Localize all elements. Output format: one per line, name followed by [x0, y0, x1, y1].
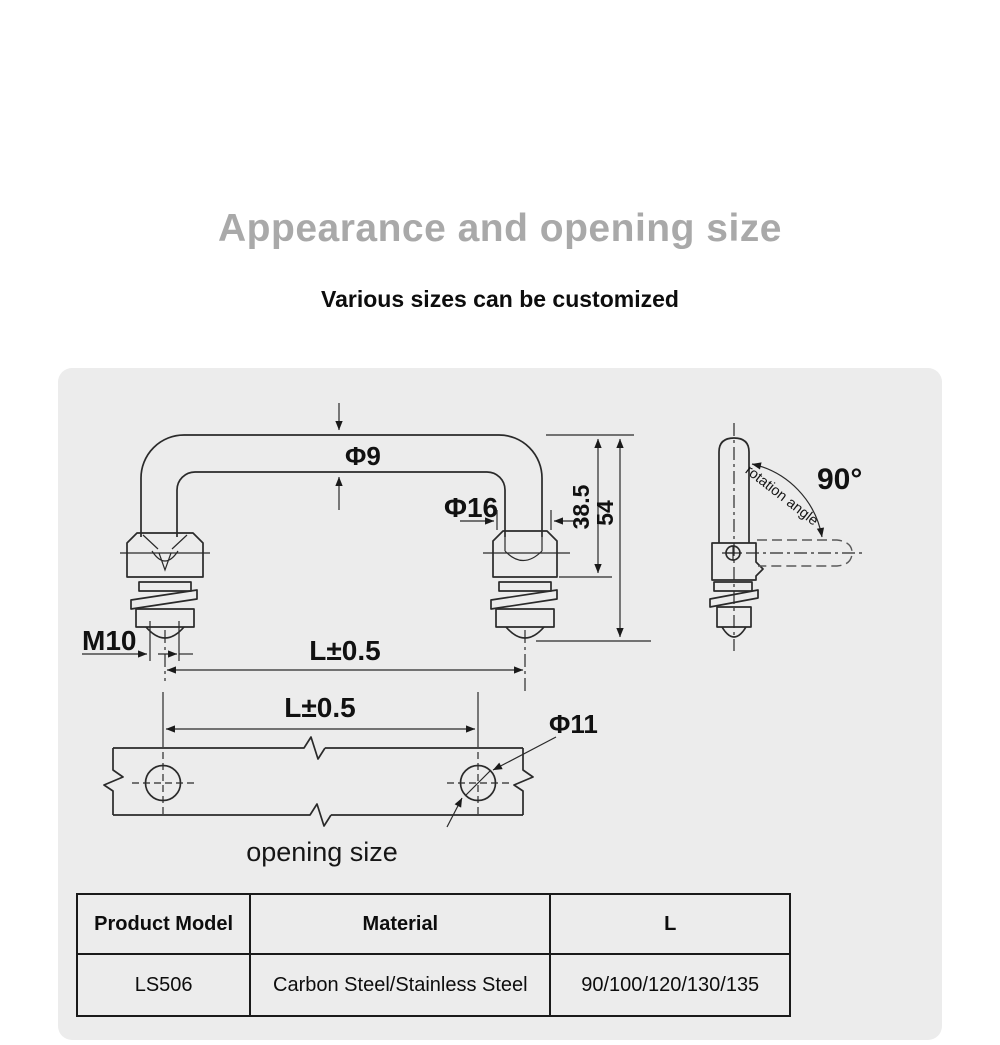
dim-phi16-label: Φ16 [444, 492, 499, 523]
right-washer [499, 582, 551, 591]
opening-size-caption: opening size [246, 837, 398, 867]
table-header-row [77, 894, 790, 954]
front-view [82, 403, 651, 692]
dim-m10-label: M10 [82, 625, 137, 656]
dim-38-5-label: 38.5 [568, 484, 594, 530]
dim-54-label: 54 [592, 500, 618, 526]
col-header-material: Material [250, 894, 550, 954]
dim-phi9-label: Φ9 [345, 441, 381, 471]
spec-table [76, 893, 791, 1017]
right-base-block [493, 531, 557, 577]
left-mounting-hole [146, 766, 181, 801]
cell-product-model: LS506 [77, 954, 250, 1016]
drawing-panel [58, 368, 942, 1040]
left-spring-washer [131, 590, 197, 609]
rotation-angle-value: 90° [817, 463, 863, 496]
dim-phi11-label: Φ11 [549, 709, 598, 739]
opening-size-view [104, 692, 598, 867]
rotation-angle-label: rotation angle [741, 462, 822, 530]
technical-drawing [58, 368, 942, 893]
right-nut [496, 609, 554, 627]
side-washer [714, 582, 752, 591]
cell-l-values: 90/100/120/130/135 [550, 954, 790, 1016]
opening-dim-length-label: L±0.5 [284, 692, 356, 723]
side-view [710, 423, 866, 651]
cell-material: Carbon Steel/Stainless Steel [250, 954, 550, 1016]
hole-centermarks [132, 752, 509, 814]
right-spring-washer [491, 590, 557, 609]
col-header-product-model: Product Model [77, 894, 250, 954]
dim-length-label: L±0.5 [309, 635, 381, 666]
left-nut [136, 609, 194, 627]
mounting-plate-outline [104, 737, 533, 826]
col-header-l: L [550, 894, 790, 954]
left-washer [139, 582, 191, 591]
page-title: Appearance and opening size [218, 207, 782, 250]
phi11-leader-upper [493, 737, 556, 770]
table-row [77, 954, 790, 1016]
right-base-clamp-detail [505, 537, 542, 561]
phi11-leader-lower [447, 798, 462, 827]
page-subtitle: Various sizes can be customized [321, 286, 679, 312]
